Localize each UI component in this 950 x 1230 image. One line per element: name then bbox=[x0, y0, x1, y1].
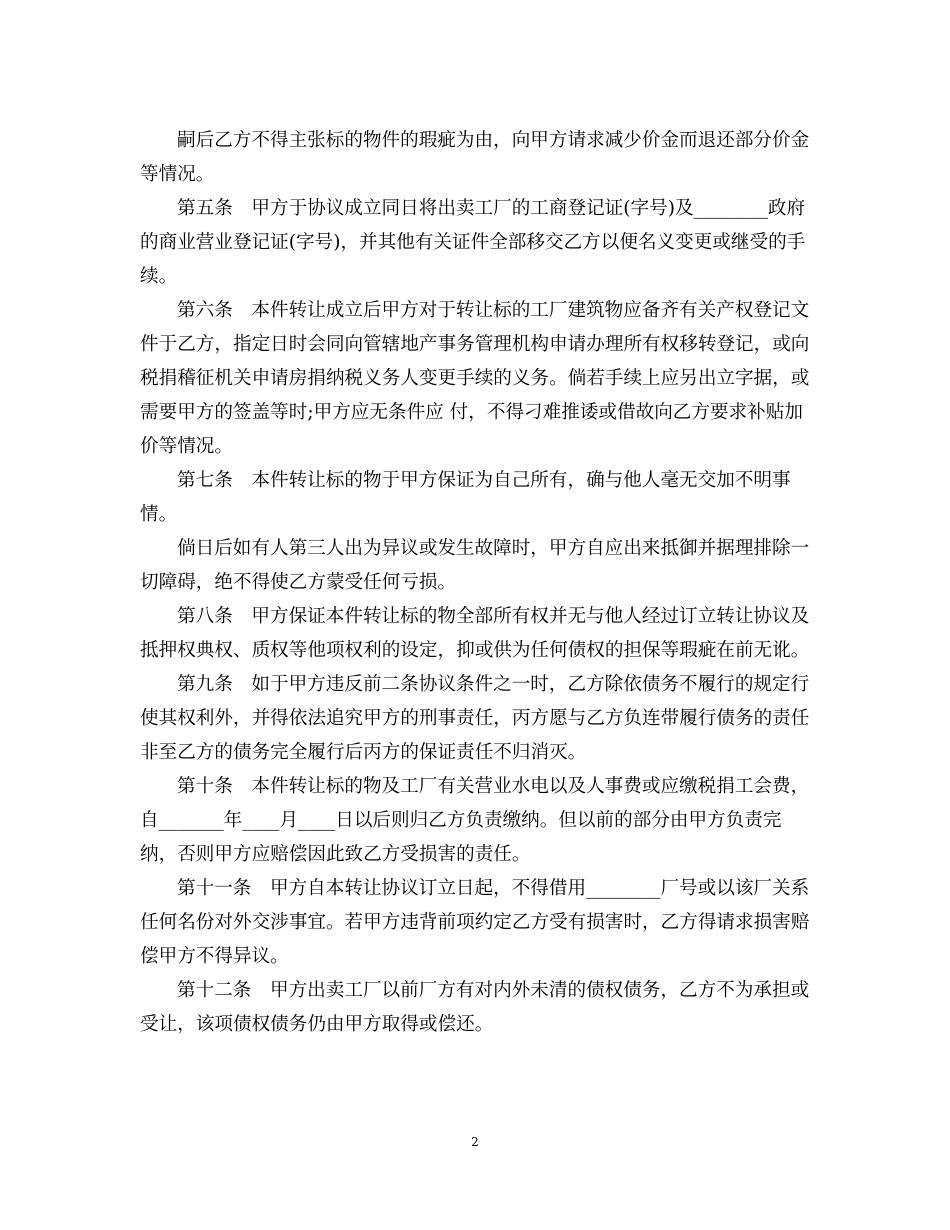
text-line: 等情况。 bbox=[140, 164, 215, 185]
text-line: 抵押权典权、质权等他项权利的设定，抑或供为任何债权的担保等瑕疵在前无讹。 bbox=[140, 640, 810, 661]
text-line: 件于乙方，指定日时会同向管辖地产事务管理机构申请办理所有权移转登记，或向 bbox=[140, 334, 810, 355]
text-line: 自_______年____月____日以后则归乙方负责缴纳。但以前的部分由甲方负责完 bbox=[140, 810, 782, 831]
text-line: 任何名份对外交涉事宜。若甲方违背前项约定乙方受有损害时，乙方得请求损害赔 bbox=[140, 912, 810, 933]
text-line: 纳，否则甲方应赔偿因此致乙方受损害的责任。 bbox=[140, 844, 531, 865]
text-line: 切障碍，绝不得使乙方蒙受任何亏损。 bbox=[140, 572, 457, 593]
text-line: 第八条 甲方保证本件转让标的物全部所有权并无与他人经过订立转让协议及 bbox=[177, 606, 810, 627]
text-line: 第十条 本件转让标的物及工厂有关营业水电以及人事费或应缴税捐工会费， bbox=[177, 776, 810, 797]
text-line: 第五条 甲方于协议成立同日将出卖工厂的工商登记证(字号)及________政府 bbox=[177, 198, 806, 219]
text-line: 嗣后乙方不得主张标的物件的瑕疵为由，向甲方请求减少价金而退还部分价金 bbox=[177, 130, 810, 151]
text-line: 使其权利外，并得依法追究甲方的刑事责任，丙方愿与乙方负连带履行债务的责任 bbox=[140, 708, 810, 729]
text-line: 受让，该项债权债务仍由甲方取得或偿还。 bbox=[140, 1014, 494, 1035]
text-line: 第九条 如于甲方违反前二条协议条件之一时，乙方除依债务不履行的规定行 bbox=[177, 674, 810, 695]
text-line: 续。 bbox=[140, 266, 178, 287]
text-line: 税捐稽征机关申请房捐纳税义务人变更手续的义务。倘若手续上应另出立字据，或 bbox=[140, 368, 810, 389]
text-line: 倘日后如有人第三人出为异议或发生故障时，甲方自应出来抵御并据理排除一 bbox=[177, 538, 810, 559]
text-line: 需要甲方的签盖等时;甲方应无条件应 付，不得刁难推诿或借故向乙方要求补贴加 bbox=[140, 402, 803, 423]
text-line: 第十一条 甲方自本转让协议订立日起，不得借用________厂号或以该厂关系 bbox=[177, 878, 810, 899]
text-line: 非至乙方的债务完全履行后丙方的保证责任不归消灭。 bbox=[140, 742, 587, 763]
text-line: 第七条 本件转让标的物于甲方保证为自己所有，确与他人毫无交加不明事 bbox=[177, 470, 791, 491]
document-body bbox=[140, 124, 812, 1042]
text-line: 第六条 本件转让成立后甲方对于转让标的工厂建筑物应备齐有关产权登记文 bbox=[177, 300, 810, 321]
page-number: 2 bbox=[471, 1135, 479, 1149]
text-line: 价等情况。 bbox=[140, 436, 233, 457]
text-line: 偿甲方不得异议。 bbox=[140, 946, 289, 967]
text-line: 的商业营业登记证(字号)，并其他有关证件全部移交乙方以便名义变更或继受的手 bbox=[140, 232, 806, 253]
text-line: 第十二条 甲方出卖工厂以前厂方有对内外未清的债权债务，乙方不为承担或 bbox=[177, 980, 810, 1001]
text-line: 情。 bbox=[140, 504, 178, 525]
